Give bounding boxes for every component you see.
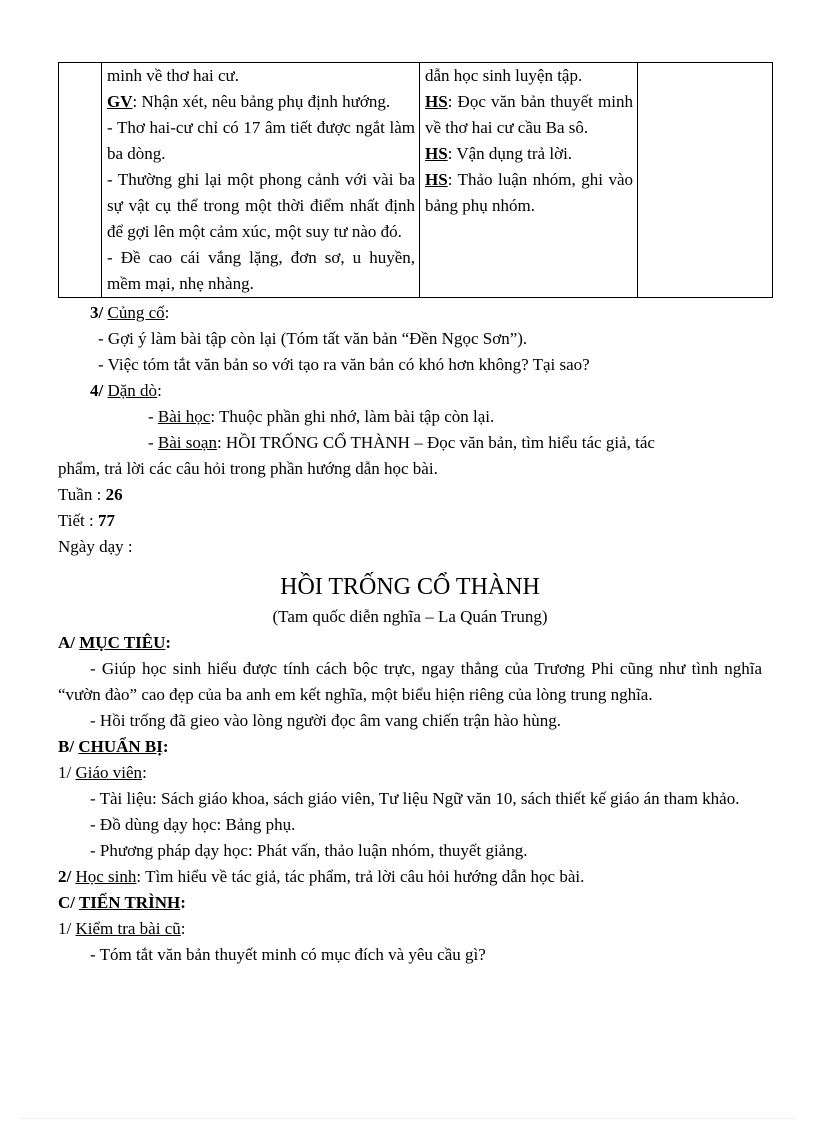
objective-item: - Giúp học sinh hiểu được tính cách bộc trực, ngay thẳng của Trương Phi cũng như tình nghĩa “vườn đào” cao đẹp của ba anh em kết nghĩa, một biểu hiện riêng của lòng trung nghĩa.	[58, 659, 762, 704]
homework-item: - Bài học: Thuộc phần ghi nhớ, làm bài tập còn lại.	[148, 407, 495, 426]
hs-text: : Vận dụng trả lời.	[447, 144, 573, 163]
review-label: Kiểm tra bài cũ	[75, 919, 181, 938]
objectives-label: MỤC TIÊU	[79, 633, 166, 652]
objectives-section	[58, 630, 762, 734]
week-line: Tuần : 26	[58, 485, 123, 504]
preparation-label: CHUẨN BỊ	[78, 737, 163, 756]
table-cell-empty	[59, 63, 102, 298]
section-heading: C/ TIẾN TRÌNH:	[58, 893, 186, 912]
preparation-section	[58, 734, 762, 890]
teacher-line: minh về thơ hai cư.	[107, 66, 239, 85]
section-heading: A/ MỤC TIÊU:	[58, 633, 172, 652]
section-heading: 3/ Củng cố:	[90, 303, 170, 322]
hs-text: : Đọc văn bản thuyết minh về thơ hai cư cầu Ba sô.	[425, 92, 633, 137]
week-value: 26	[105, 485, 123, 504]
page-footer-divider	[20, 1118, 796, 1119]
teacher-activity-cell	[102, 63, 420, 298]
hs-text: : Thảo luận nhóm, ghi vào bảng phụ nhóm.	[425, 170, 633, 215]
homework-label: Dặn dò	[107, 381, 158, 400]
section-heading: 4/ Dặn dò:	[90, 381, 162, 400]
table-cell-empty	[638, 63, 773, 298]
teacher-item: - Đề cao cái vắng lặng, đơn sơ, u huyền, mềm mại, nhẹ nhàng.	[107, 248, 415, 293]
review-item: - Tóm tắt văn bản thuyết minh có mục đích và yêu cầu gì?	[90, 945, 486, 964]
homework-section	[58, 378, 762, 482]
lesson-subtitle: (Tam quốc diễn nghĩa – La Quán Trung)	[272, 607, 548, 626]
consolidation-section	[58, 300, 762, 378]
gv-text: : Nhận xét, nêu bảng phụ định hướng.	[132, 92, 391, 111]
hs-label: HS	[425, 170, 448, 189]
teacher-prep-item: - Đồ dùng dạy học: Bảng phụ.	[90, 815, 296, 834]
gv-label: GV	[107, 92, 133, 111]
teacher-prep-item: - Phương pháp dạy học: Phát vấn, thảo luận nhóm, thuyết giảng.	[90, 841, 528, 860]
section-heading: B/ CHUẨN BỊ:	[58, 737, 169, 756]
teacher-prep-item: - Tài liệu: Sách giáo khoa, sách giáo viên, Tư liệu Ngữ văn 10, sách thiết kế giáo án tham khảo.	[90, 789, 740, 808]
procedure-section	[58, 890, 762, 968]
document-page	[58, 62, 762, 968]
homework-item-continued: phẩm, trả lời các câu hỏi trong phần hướng dẫn học bài.	[58, 459, 438, 478]
student-hs-line	[425, 89, 633, 141]
teacher-item: - Thường ghi lại một phong cảnh với vài ba sự vật cụ thể trong một thời điểm nhất định để gợi lên một cảm xúc, một suy tư nào đó.	[107, 170, 415, 241]
subsection-heading: 1/ Kiểm tra bài cũ:	[58, 919, 186, 938]
lesson-table	[58, 62, 773, 298]
lesson-label: Bài học	[157, 407, 211, 426]
student-line: dẫn học sinh luyện tập.	[425, 66, 583, 85]
student-activity-cell	[420, 63, 638, 298]
homework-item: - Bài soạn: HỒI TRỐNG CỔ THÀNH – Đọc văn bản, tìm hiểu tác giả, tác	[148, 433, 655, 452]
consolidation-item: - Việc tóm tắt văn bản so với tạo ra văn bản có khó hơn không? Tại sao?	[98, 355, 590, 374]
hs-label: HS	[425, 144, 448, 163]
student-prep-line: 2/ Học sinh: Tìm hiểu về tác giả, tác phẩm, trả lời câu hỏi hướng dẫn học bài.	[58, 867, 585, 886]
teacher-item: - Thơ hai-cư chỉ có 17 âm tiết được ngắt làm ba dòng.	[107, 118, 415, 163]
period-value: 77	[98, 511, 116, 530]
lesson-title: HỒI TRỐNG CỔ THÀNH	[280, 574, 540, 600]
consolidation-item: - Gợi ý làm bài tập còn lại (Tóm tất văn bản “Đền Ngọc Sơn”).	[98, 329, 528, 348]
period-line: Tiết : 77	[58, 511, 116, 530]
consolidation-label: Củng cố	[107, 303, 165, 322]
objective-item: - Hồi trống đã gieo vào lòng người đọc âm vang chiến trận hào hùng.	[90, 711, 561, 730]
subsection-heading: 1/ Giáo viên:	[58, 763, 147, 782]
table-row	[59, 63, 773, 298]
teacher-gv-line	[107, 89, 415, 115]
student-hs-line	[425, 141, 633, 167]
prep-label: Bài soạn	[157, 433, 217, 452]
teacher-label: Giáo viên	[75, 763, 143, 782]
procedure-label: TIẾN TRÌNH	[78, 893, 181, 912]
teaching-date-line: Ngày dạy :	[58, 537, 133, 556]
lesson-meta	[58, 482, 762, 560]
hs-label: HS	[425, 92, 448, 111]
student-hs-line	[425, 167, 633, 219]
student-label: Học sinh	[75, 867, 137, 886]
